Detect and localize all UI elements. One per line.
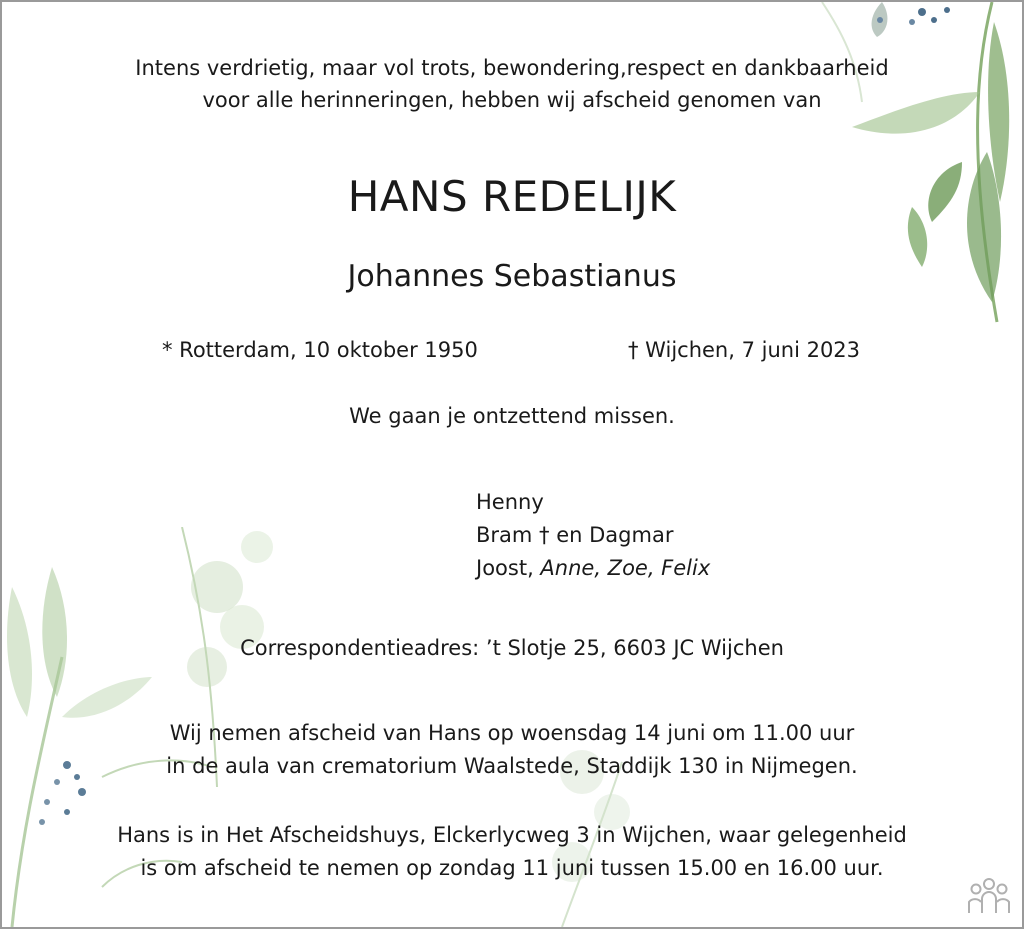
family-list (476, 486, 710, 585)
death-details: † Wijchen, 7 juni 2023 (628, 338, 861, 362)
visit-line-1: Hans is in Het Afscheidshuys, Elckerlycweg 3 in Wijchen, waar gelegenheid (117, 823, 907, 847)
deceased-name: HANS REDELIJK (347, 172, 677, 221)
grandchildren-names: Anne, Zoe, Felix (540, 556, 711, 580)
farewell-info (2, 717, 1022, 783)
family-line-3 (476, 552, 710, 585)
people-group-icon (964, 877, 1014, 915)
family-line-1: Henny (476, 490, 544, 514)
birth-details: * Rotterdam, 10 oktober 1950 (162, 338, 478, 362)
message-text: We gaan je ontzettend missen. (349, 404, 675, 428)
farewell-line-2: in de aula van crematorium Waalstede, Staddijk 130 in Nijmegen. (166, 754, 858, 778)
family-line-3-prefix: Joost, (476, 556, 541, 580)
intro-line-1: Intens verdrietig, maar vol trots, bewondering,respect en dankbaarheid (135, 56, 889, 80)
family-line-2: Bram † en Dagmar (476, 523, 674, 547)
visit-line-2: is om afscheid te nemen op zondag 11 juni tussen 15.00 en 16.00 uur. (140, 856, 884, 880)
intro-text (2, 52, 1022, 116)
correspondence-address: Correspondentieadres: ’t Slotje 25, 6603 JC Wijchen (240, 636, 784, 660)
farewell-line-1: Wij nemen afscheid van Hans op woensdag 14 juni om 11.00 uur (169, 721, 855, 745)
visitation-info (2, 819, 1022, 885)
deceased-given-names: Johannes Sebastianus (347, 259, 677, 294)
intro-line-2: voor alle herinneringen, hebben wij afscheid genomen van (202, 88, 822, 112)
